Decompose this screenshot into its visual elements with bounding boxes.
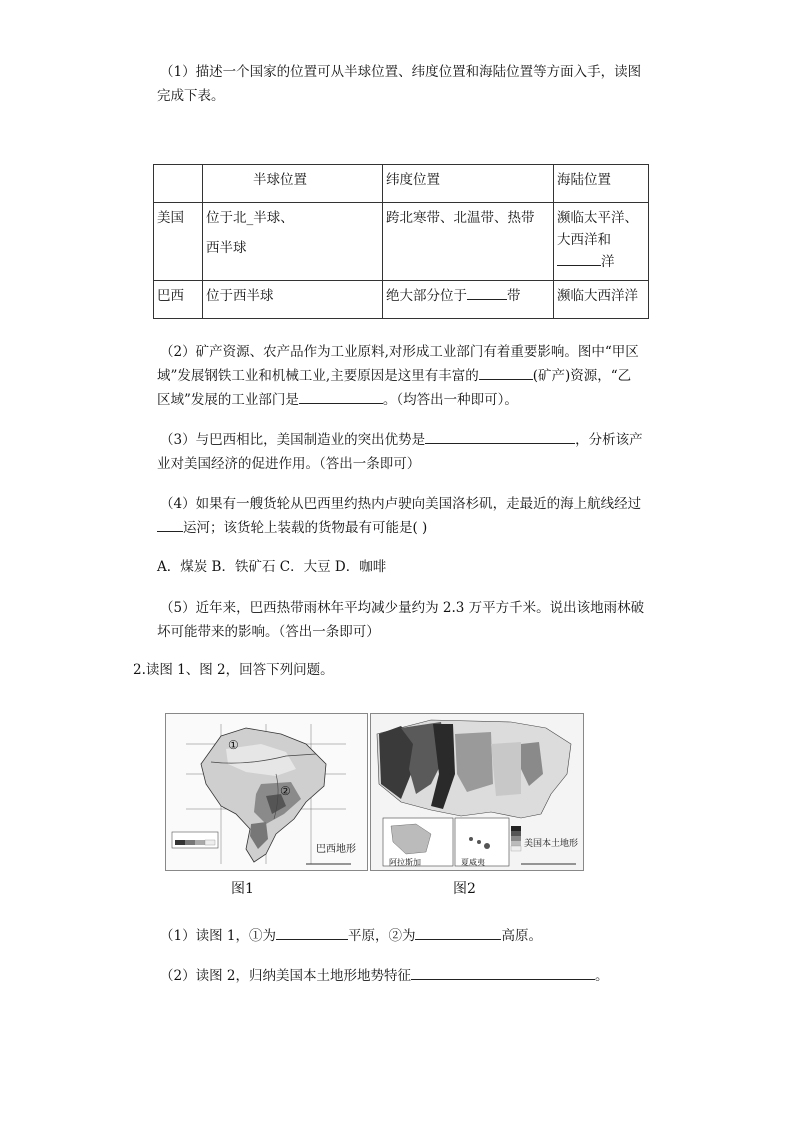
- q2-sub1: [160, 924, 720, 948]
- q1-part4-line2-text: 运河；该货轮上装载的货物最有可能是( ): [183, 520, 428, 536]
- answer-blank-canal[interactable]: [157, 517, 183, 532]
- figure-brazil-terrain: [165, 713, 368, 871]
- q1-part1-line2: 完成下表。: [157, 88, 225, 104]
- answer-blank-mineral[interactable]: [479, 365, 533, 380]
- cell-usa-sea-suffix: 洋: [601, 254, 615, 270]
- q1-part2-line1: （2）矿产资源、农产品作为工业原料,对形成工业部门有着重要影响。图中“甲区: [160, 344, 639, 360]
- q1-part3-line1-text: （3）与巴西相比，美国制造业的突出优势是: [160, 432, 426, 448]
- q2-sub2: [160, 964, 720, 988]
- q1-part2-line3-tail: 。（均答出一种即可）。: [382, 392, 518, 408]
- cell-brazil-sea: 濒临大西洋洋: [554, 281, 649, 319]
- table-header-blank: [154, 165, 203, 203]
- cell-brazil-lat: [383, 281, 554, 319]
- q1-part2: [157, 340, 660, 412]
- cell-usa-sea-line1: 濒临太平洋、大西洋和: [557, 210, 638, 248]
- table-header-hemi: 半球位置: [203, 165, 383, 203]
- q1-part5-line1: （5）近年来，巴西热带雨林年平均减少量约为 2.3 万平方千米。说出该地雨林破: [160, 600, 645, 616]
- table-header-row: [154, 165, 649, 203]
- figure-usa-terrain: [370, 713, 584, 871]
- q1-part2-line3: [157, 388, 660, 412]
- q1-part4-line2: [157, 516, 660, 540]
- answer-blank-zone[interactable]: [467, 285, 507, 300]
- answer-blank-ocean[interactable]: [557, 251, 601, 266]
- q1-part4-line1: （4）如果有一艘货轮从巴西里约热内卢驶向美国洛杉矶，走最近的海上航线经过: [160, 496, 642, 512]
- q1-part5: [157, 596, 660, 644]
- answer-blank-advantage[interactable]: [425, 429, 575, 444]
- q1-part3-line2: 业对美国经济的促进作用。（答出一条即可）: [157, 456, 421, 472]
- q1-part2-line3-text: 区域”发展的工业部门是: [157, 392, 299, 408]
- q1-part2-line2-tail: (矿产)资源，“乙: [532, 368, 632, 384]
- table-row-brazil: [154, 281, 649, 319]
- q2-sub2-text-a: （2）读图 2，归纳美国本土地形地势特征: [160, 968, 411, 984]
- answer-blank-terrain[interactable]: [411, 965, 595, 980]
- brazil-map-title: 巴西地形: [316, 844, 356, 855]
- usa-inset-alaska: 阿拉斯加: [389, 858, 421, 867]
- usa-map-title: 美国本土地形: [524, 839, 579, 849]
- usa-inset-hawaii: 夏威夷: [461, 858, 485, 867]
- q1-part3-line1: [160, 428, 660, 452]
- position-table: [153, 164, 649, 319]
- q1-part5-line2: 坏可能带来的影响。（答出一条即可）: [157, 624, 380, 640]
- q1-part1: [157, 60, 660, 108]
- q2-sub1-text-c: 高原。: [501, 928, 542, 944]
- q2-sub1-text-a: （1）读图 1，①为: [160, 928, 276, 944]
- cell-brazil-hemi: 位于西半球: [203, 281, 383, 319]
- cell-brazil-lat-prefix: 绝大部分位于: [386, 288, 467, 304]
- cell-usa-hemi-line1: 位于北_半球、: [206, 210, 294, 226]
- cell-usa-hemi-line2: 西半球: [206, 240, 247, 256]
- figure1-caption: 图1: [231, 881, 254, 897]
- table-row-usa: [154, 203, 649, 281]
- table-header-sea: 海陆位置: [554, 165, 649, 203]
- q1-part3-line1-tail: ，分析该产: [575, 432, 643, 448]
- q2-sub2-text-b: 。: [594, 968, 609, 984]
- q1-part2-line2: [157, 364, 660, 388]
- answer-blank-plateau[interactable]: [415, 925, 501, 940]
- q2-sub1-text-b: 平原，②为: [347, 928, 416, 944]
- figure2-caption: 图2: [453, 881, 476, 897]
- brazil-marker-1: ①: [228, 738, 239, 752]
- cell-usa-name: 美国: [154, 203, 203, 281]
- answer-blank-industry[interactable]: [299, 389, 383, 404]
- q1-part2-line2-text: 域”发展钢铁工业和机械工业,主要原因是这里有丰富的: [157, 368, 479, 384]
- q2-stem: 2.读图 1、图 2，回答下列问题。: [133, 662, 334, 678]
- table-header-lat: 纬度位置: [383, 165, 554, 203]
- brazil-marker-2: ②: [280, 784, 291, 798]
- q1-part4: [160, 492, 660, 540]
- answer-blank-plain[interactable]: [276, 925, 348, 940]
- cell-brazil-lat-suffix: 带: [507, 288, 521, 304]
- q1-part1-line1: （1）描述一个国家的位置可从半球位置、纬度位置和海陆位置等方面入手，读图: [160, 64, 642, 80]
- cell-usa-lat: 跨北寒带、北温带、热带: [383, 203, 554, 281]
- cell-brazil-name: 巴西: [154, 281, 203, 319]
- cell-usa-hemi: [203, 203, 383, 281]
- q1-options: A．煤炭 B．铁矿石 C．大豆 D．咖啡: [157, 559, 387, 575]
- q1-part3: [157, 428, 660, 476]
- cell-usa-sea: [554, 203, 649, 281]
